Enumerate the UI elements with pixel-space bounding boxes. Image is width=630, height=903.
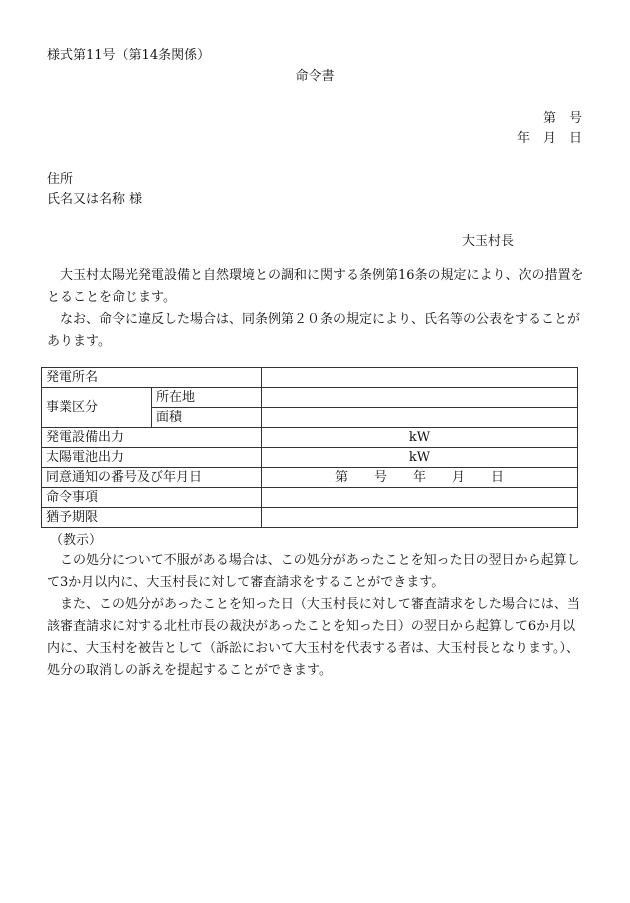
table-row bbox=[42, 508, 578, 528]
instruction-paragraph-2: また、この処分があったことを知った日（大玉村長に対して審査請求をした場合には、当該審査請求に対する北杜市長の裁決があったことを知った日）の翌日から起算して6か月以内に、大玉村を被告として（訴訟において大玉村を代表する者は、大玉村長となります。）、処分の取消しの訴えを提起することができます。 bbox=[47, 597, 580, 678]
solar-cell-output-label: 太陽電池出力 bbox=[42, 448, 262, 468]
issuer-name: 大玉村長 bbox=[462, 234, 515, 249]
plant-name-label: 発電所名 bbox=[42, 368, 262, 388]
order-paragraph-1: 大玉村太陽光発電設備と自然環境との調和に関する条例第16条の規定により、次の措置をとることを命じます。 bbox=[47, 268, 584, 305]
document-number-line: 第 号 bbox=[542, 111, 582, 126]
location-label: 所在地 bbox=[152, 388, 262, 408]
order-details-table bbox=[41, 367, 578, 528]
recipient-name: 氏名又は名称 様 bbox=[47, 192, 143, 207]
instruction-paragraph-1: この処分について不服がある場合は、この処分があったことを知った日の翌日から起算して3か月以内に、大玉村長に対して審査請求をすることができます。 bbox=[47, 553, 580, 590]
table-row bbox=[42, 428, 578, 448]
document-title: 命令書 bbox=[295, 69, 335, 84]
order-items-label: 命令事項 bbox=[42, 488, 262, 508]
generation-output-label: 発電設備出力 bbox=[42, 428, 262, 448]
grace-period-label: 猶予期限 bbox=[42, 508, 262, 528]
order-paragraph-2: なお、命令に違反した場合は、同条例第２０条の規定により、氏名等の公表をすることがあります。 bbox=[47, 312, 581, 349]
instruction-label: （教示） bbox=[50, 533, 103, 548]
plant-name-value bbox=[262, 368, 578, 388]
table-row bbox=[42, 448, 578, 468]
document-date-line: 年 月 日 bbox=[516, 131, 582, 146]
area-label: 面積 bbox=[152, 408, 262, 428]
grace-period-value bbox=[262, 508, 578, 528]
business-category-label: 事業区分 bbox=[42, 388, 152, 428]
table-row bbox=[42, 368, 578, 388]
form-number-label: 様式第11号（第14条関係） bbox=[47, 48, 211, 63]
consent-notice-value: 第 号 年 月 日 bbox=[262, 468, 578, 488]
consent-notice-label: 同意通知の番号及び年月日 bbox=[42, 468, 262, 488]
location-value bbox=[262, 388, 578, 408]
table-row bbox=[42, 468, 578, 488]
recipient-address: 住所 bbox=[47, 172, 74, 187]
instruction-body bbox=[47, 550, 585, 682]
order-body bbox=[47, 265, 585, 353]
table-row bbox=[42, 488, 578, 508]
area-value bbox=[262, 408, 578, 428]
order-items-value bbox=[262, 488, 578, 508]
table-row bbox=[42, 388, 578, 408]
solar-cell-output-value: kW bbox=[262, 448, 578, 468]
generation-output-value: kW bbox=[262, 428, 578, 448]
